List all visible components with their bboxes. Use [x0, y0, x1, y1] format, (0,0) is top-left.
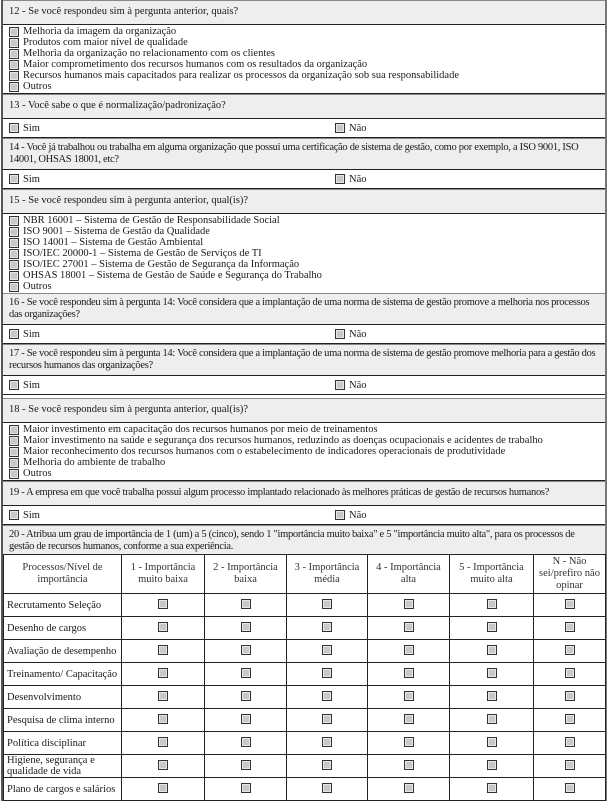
checkbox-icon[interactable]	[158, 668, 168, 678]
checkbox-icon[interactable]	[322, 691, 332, 701]
checkbox-icon[interactable]	[322, 760, 332, 770]
checkbox-icon[interactable]	[241, 737, 251, 747]
checkbox-icon[interactable]	[487, 599, 497, 609]
rating-cell[interactable]	[534, 778, 606, 801]
checkbox-icon[interactable]	[9, 436, 19, 446]
checkbox-icon[interactable]	[335, 380, 345, 390]
option-label: Melhoria do ambiente de trabalho	[23, 457, 166, 468]
rating-cell[interactable]	[122, 709, 205, 732]
option-label: ISO 9001 – Sistema de Gestão da Qualidade	[23, 226, 210, 237]
option[interactable]	[9, 237, 601, 248]
option-label: Não	[349, 509, 367, 521]
checkbox-icon[interactable]	[322, 714, 332, 724]
rating-cell[interactable]	[205, 640, 287, 663]
option-label: Sim	[23, 122, 40, 134]
checkbox-icon[interactable]	[158, 599, 168, 609]
table-row	[4, 686, 606, 709]
importance-table	[3, 554, 606, 801]
question-18-options	[3, 423, 605, 481]
question-18-title: 18 - Se você respondeu sim à pergunta anterior, qual(is)?	[3, 398, 605, 423]
option-label: Não	[349, 328, 367, 340]
table-row	[4, 617, 606, 640]
option[interactable]	[9, 48, 601, 59]
rating-cell[interactable]	[122, 617, 205, 640]
option-label: Outros	[23, 468, 52, 479]
process-name: Desenho de cargos	[4, 617, 122, 640]
option-label: Outros	[23, 81, 52, 92]
checkbox-icon[interactable]	[158, 645, 168, 655]
option-label: Não	[349, 379, 367, 391]
table-header-row	[4, 555, 606, 594]
rating-cell[interactable]	[205, 778, 287, 801]
checkbox-icon[interactable]	[487, 691, 497, 701]
column-header: Processos/Nível de importância	[4, 555, 122, 594]
rating-cell[interactable]	[287, 709, 368, 732]
option-label: Maior comprometimento dos recursos humanos com os resultados da organização	[23, 59, 368, 70]
checkbox-icon[interactable]	[9, 60, 19, 70]
checkbox-icon[interactable]	[241, 714, 251, 724]
rating-cell[interactable]	[205, 686, 287, 709]
rating-cell[interactable]	[122, 732, 205, 755]
column-header: 2 - Importância baixa	[205, 555, 287, 594]
checkbox-icon[interactable]	[335, 123, 345, 133]
option-yes[interactable]	[9, 510, 335, 521]
checkbox-icon[interactable]	[9, 510, 19, 520]
rating-cell[interactable]	[122, 663, 205, 686]
checkbox-icon[interactable]	[158, 691, 168, 701]
rating-cell[interactable]	[450, 732, 534, 755]
option-label: Não	[349, 173, 367, 185]
rating-cell[interactable]	[287, 778, 368, 801]
rating-cell[interactable]	[368, 755, 450, 778]
checkbox-icon[interactable]	[9, 38, 19, 48]
checkbox-icon[interactable]	[404, 622, 414, 632]
rating-cell[interactable]	[122, 594, 205, 617]
checkbox-icon[interactable]	[322, 599, 332, 609]
rating-cell[interactable]	[450, 778, 534, 801]
checkbox-icon[interactable]	[322, 737, 332, 747]
checkbox-icon[interactable]	[335, 174, 345, 184]
option[interactable]	[9, 70, 601, 81]
checkbox-icon[interactable]	[9, 271, 19, 281]
checkbox-icon[interactable]	[487, 737, 497, 747]
option[interactable]	[9, 81, 601, 92]
checkbox-icon[interactable]	[565, 691, 575, 701]
rating-cell[interactable]	[287, 640, 368, 663]
option-no[interactable]	[335, 510, 367, 521]
checkbox-icon[interactable]	[158, 760, 168, 770]
checkbox-icon[interactable]	[9, 458, 19, 468]
option-label: Produtos com maior nível de qualidade	[23, 37, 188, 48]
checkbox-icon[interactable]	[565, 783, 575, 793]
rating-cell[interactable]	[205, 594, 287, 617]
checkbox-icon[interactable]	[9, 82, 19, 92]
checkbox-icon[interactable]	[565, 645, 575, 655]
checkbox-icon[interactable]	[9, 49, 19, 59]
option-label: Sim	[23, 328, 40, 340]
table-row	[4, 778, 606, 801]
question-16-title: 16 - Se você respondeu sim à pergunta 14: Você considera que a implantação de uma norma de sistema de gestão promove a melhoria nos processos das organizações?	[3, 293, 605, 325]
question-19-answers	[3, 506, 605, 525]
option[interactable]	[9, 215, 601, 226]
checkbox-icon[interactable]	[565, 737, 575, 747]
rating-cell[interactable]	[287, 755, 368, 778]
option[interactable]	[9, 270, 601, 281]
column-header: 1 - Importância muito baixa	[122, 555, 205, 594]
checkbox-icon[interactable]	[487, 783, 497, 793]
option[interactable]	[9, 446, 601, 457]
rating-cell[interactable]	[368, 617, 450, 640]
option-label: Sim	[23, 173, 40, 185]
option[interactable]	[9, 435, 601, 446]
rating-cell[interactable]	[205, 755, 287, 778]
option-yes[interactable]	[9, 329, 335, 340]
question-13-title: 13 - Você sabe o que é normalização/padronização?	[3, 94, 605, 119]
question-12-options	[3, 25, 605, 94]
checkbox-icon[interactable]	[9, 447, 19, 457]
checkbox-icon[interactable]	[241, 783, 251, 793]
rating-cell[interactable]	[287, 594, 368, 617]
checkbox-icon[interactable]	[241, 645, 251, 655]
process-name: Treinamento/ Capacitação	[4, 663, 122, 686]
option-yes[interactable]	[9, 380, 335, 391]
rating-cell[interactable]	[534, 594, 606, 617]
question-14-answers	[3, 170, 605, 189]
option-label: Recursos humanos mais capacitados para realizar os processos da organização sob sua responsabilidade	[23, 70, 459, 81]
process-name: Desenvolvimento	[4, 686, 122, 709]
option-no[interactable]	[335, 123, 367, 134]
option-label: OHSAS 18001 – Sistema de Gestão de Saúde e Segurança do Trabalho	[23, 270, 322, 281]
process-name: Recrutamento Seleção	[4, 594, 122, 617]
option-label: Melhoria da organização no relacionamento com os clientes	[23, 48, 275, 59]
question-15-options	[3, 214, 605, 293]
checkbox-icon[interactable]	[322, 622, 332, 632]
question-12-title: 12 - Se você respondeu sim à pergunta anterior, quais?	[3, 0, 605, 25]
checkbox-icon[interactable]	[404, 737, 414, 747]
rating-cell[interactable]	[450, 709, 534, 732]
process-name: Política disciplinar	[4, 732, 122, 755]
process-name: Higiene, segurança e qualidade de vida	[4, 755, 122, 778]
rating-cell[interactable]	[205, 709, 287, 732]
option[interactable]	[9, 248, 601, 259]
rating-cell[interactable]	[368, 732, 450, 755]
rating-cell[interactable]	[287, 617, 368, 640]
column-header: 3 - Importância média	[287, 555, 368, 594]
option-label: Não	[349, 122, 367, 134]
checkbox-icon[interactable]	[9, 260, 19, 270]
checkbox-icon[interactable]	[158, 714, 168, 724]
checkbox-icon[interactable]	[9, 469, 19, 479]
checkbox-icon[interactable]	[9, 123, 19, 133]
option[interactable]	[9, 424, 601, 435]
checkbox-icon[interactable]	[565, 668, 575, 678]
question-16-answers	[3, 325, 605, 344]
rating-cell[interactable]	[287, 732, 368, 755]
option-label: Maior investimento na saúde e segurança dos recursos humanos, reduzindo as doenças ocupacionais e acidentes de trabalho	[23, 435, 543, 446]
process-name: Avaliação de desempenho	[4, 640, 122, 663]
option[interactable]	[9, 59, 601, 70]
checkbox-icon[interactable]	[241, 599, 251, 609]
option[interactable]	[9, 226, 601, 237]
checkbox-icon[interactable]	[241, 760, 251, 770]
checkbox-icon[interactable]	[158, 737, 168, 747]
rating-cell[interactable]	[122, 778, 205, 801]
checkbox-icon[interactable]	[158, 622, 168, 632]
checkbox-icon[interactable]	[404, 760, 414, 770]
table-row	[4, 594, 606, 617]
checkbox-icon[interactable]	[565, 622, 575, 632]
checkbox-icon[interactable]	[158, 783, 168, 793]
option[interactable]	[9, 281, 601, 292]
table-row	[4, 709, 606, 732]
rating-cell[interactable]	[368, 594, 450, 617]
checkbox-icon[interactable]	[565, 599, 575, 609]
option[interactable]	[9, 468, 601, 479]
rating-cell[interactable]	[534, 755, 606, 778]
option-no[interactable]	[335, 174, 367, 185]
rating-cell[interactable]	[450, 663, 534, 686]
question-14-title: 14 - Você já trabalhou ou trabalha em alguma organização que possui uma certificação de sistema de gestão, como por exemplo, a ISO 9001, ISO 14001, OHSAS 18001, etc?	[3, 138, 605, 170]
rating-cell[interactable]	[450, 594, 534, 617]
rating-cell[interactable]	[368, 686, 450, 709]
checkbox-icon[interactable]	[335, 510, 345, 520]
checkbox-icon[interactable]	[487, 714, 497, 724]
option-no[interactable]	[335, 380, 367, 391]
checkbox-icon[interactable]	[404, 691, 414, 701]
option[interactable]	[9, 457, 601, 468]
process-name: Plano de cargos e salários	[4, 778, 122, 801]
checkbox-icon[interactable]	[241, 691, 251, 701]
rating-cell[interactable]	[450, 617, 534, 640]
checkbox-icon[interactable]	[322, 668, 332, 678]
checkbox-icon[interactable]	[9, 174, 19, 184]
option[interactable]	[9, 259, 601, 270]
rating-cell[interactable]	[534, 686, 606, 709]
checkbox-icon[interactable]	[322, 783, 332, 793]
rating-cell[interactable]	[450, 686, 534, 709]
rating-cell[interactable]	[450, 640, 534, 663]
rating-cell[interactable]	[450, 755, 534, 778]
rating-cell[interactable]	[368, 778, 450, 801]
rating-cell[interactable]	[287, 663, 368, 686]
option[interactable]	[9, 26, 601, 37]
checkbox-icon[interactable]	[487, 622, 497, 632]
option-label: ISO/IEC 27001 – Sistema de Gestão de Segurança da Informação	[23, 259, 300, 270]
option-yes[interactable]	[9, 174, 335, 185]
checkbox-icon[interactable]	[404, 783, 414, 793]
question-17-title: 17 - Se você respondeu sim à pergunta 14: Você considera que a implantação de uma norma de sistema de gestão promove melhoria para a gestão dos recursos humanos das organizações?	[3, 344, 605, 376]
checkbox-icon[interactable]	[9, 249, 19, 259]
question-15-title: 15 - Se você respondeu sim à pergunta anterior, qual(is)?	[3, 189, 605, 214]
checkbox-icon[interactable]	[404, 714, 414, 724]
question-13-answers	[3, 119, 605, 138]
question-17-answers	[3, 376, 605, 395]
table-row	[4, 755, 606, 778]
checkbox-icon[interactable]	[9, 227, 19, 237]
checkbox-icon[interactable]	[565, 760, 575, 770]
process-name: Pesquisa de clima interno	[4, 709, 122, 732]
column-header: 5 - Importância muito alta	[450, 555, 534, 594]
questionnaire-form	[1, 0, 607, 801]
rating-cell[interactable]	[205, 663, 287, 686]
rating-cell[interactable]	[122, 640, 205, 663]
rating-cell[interactable]	[368, 640, 450, 663]
checkbox-icon[interactable]	[9, 282, 19, 292]
question-19-title: 19 - A empresa em que você trabalha possui algum processo implantado relacionado às melhores práticas de gestão de recursos humanos?	[3, 481, 605, 506]
rating-cell[interactable]	[534, 663, 606, 686]
column-header: N - Não sei/prefiro não opinar	[534, 555, 606, 594]
rating-cell[interactable]	[534, 732, 606, 755]
option-label: Sim	[23, 509, 40, 521]
table-body	[4, 594, 606, 801]
option-yes[interactable]	[9, 123, 335, 134]
checkbox-icon[interactable]	[404, 668, 414, 678]
option[interactable]	[9, 37, 601, 48]
option-label: Sim	[23, 379, 40, 391]
checkbox-icon[interactable]	[9, 380, 19, 390]
rating-cell[interactable]	[205, 617, 287, 640]
checkbox-icon[interactable]	[487, 760, 497, 770]
rating-cell[interactable]	[534, 709, 606, 732]
checkbox-icon[interactable]	[322, 645, 332, 655]
option-label: Maior investimento em capacitação dos recursos humanos por meio de treinamentos	[23, 424, 378, 435]
rating-cell[interactable]	[368, 709, 450, 732]
rating-cell[interactable]	[368, 663, 450, 686]
option-label: NBR 16001 – Sistema de Gestão de Responsabilidade Social	[23, 215, 280, 226]
option-no[interactable]	[335, 329, 367, 340]
checkbox-icon[interactable]	[9, 27, 19, 37]
rating-cell[interactable]	[534, 640, 606, 663]
checkbox-icon[interactable]	[241, 668, 251, 678]
rating-cell[interactable]	[122, 686, 205, 709]
option-label: Maior reconhecimento dos recursos humanos com o estabelecimento de indicadores operacionais de produtividade	[23, 446, 506, 457]
checkbox-icon[interactable]	[241, 622, 251, 632]
checkbox-icon[interactable]	[9, 329, 19, 339]
checkbox-icon[interactable]	[9, 238, 19, 248]
column-header: 4 - Importância alta	[368, 555, 450, 594]
checkbox-icon[interactable]	[565, 714, 575, 724]
option-label: ISO 14001 – Sistema de Gestão Ambiental	[23, 237, 204, 248]
table-row	[4, 640, 606, 663]
rating-cell[interactable]	[287, 686, 368, 709]
option-label: ISO/IEC 20000-1 – Sistema de Gestão de Serviços de TI	[23, 248, 262, 259]
checkbox-icon[interactable]	[9, 216, 19, 226]
option-label: Melhoria da imagem da organização	[23, 26, 177, 37]
checkbox-icon[interactable]	[9, 71, 19, 81]
checkbox-icon[interactable]	[335, 329, 345, 339]
checkbox-icon[interactable]	[404, 599, 414, 609]
table-row	[4, 732, 606, 755]
rating-cell[interactable]	[534, 617, 606, 640]
question-20-title: 20 - Atribua um grau de importância de 1 (um) a 5 (cinco), sendo 1 "importância muito baixa" e 5 "importância muito alta", para os processos de gestão de recursos humanos, conforme a sua experiência.	[3, 525, 605, 554]
checkbox-icon[interactable]	[9, 425, 19, 435]
option-label: Outros	[23, 281, 52, 292]
table-row	[4, 663, 606, 686]
rating-cell[interactable]	[122, 755, 205, 778]
checkbox-icon[interactable]	[487, 668, 497, 678]
checkbox-icon[interactable]	[404, 645, 414, 655]
checkbox-icon[interactable]	[487, 645, 497, 655]
rating-cell[interactable]	[205, 732, 287, 755]
